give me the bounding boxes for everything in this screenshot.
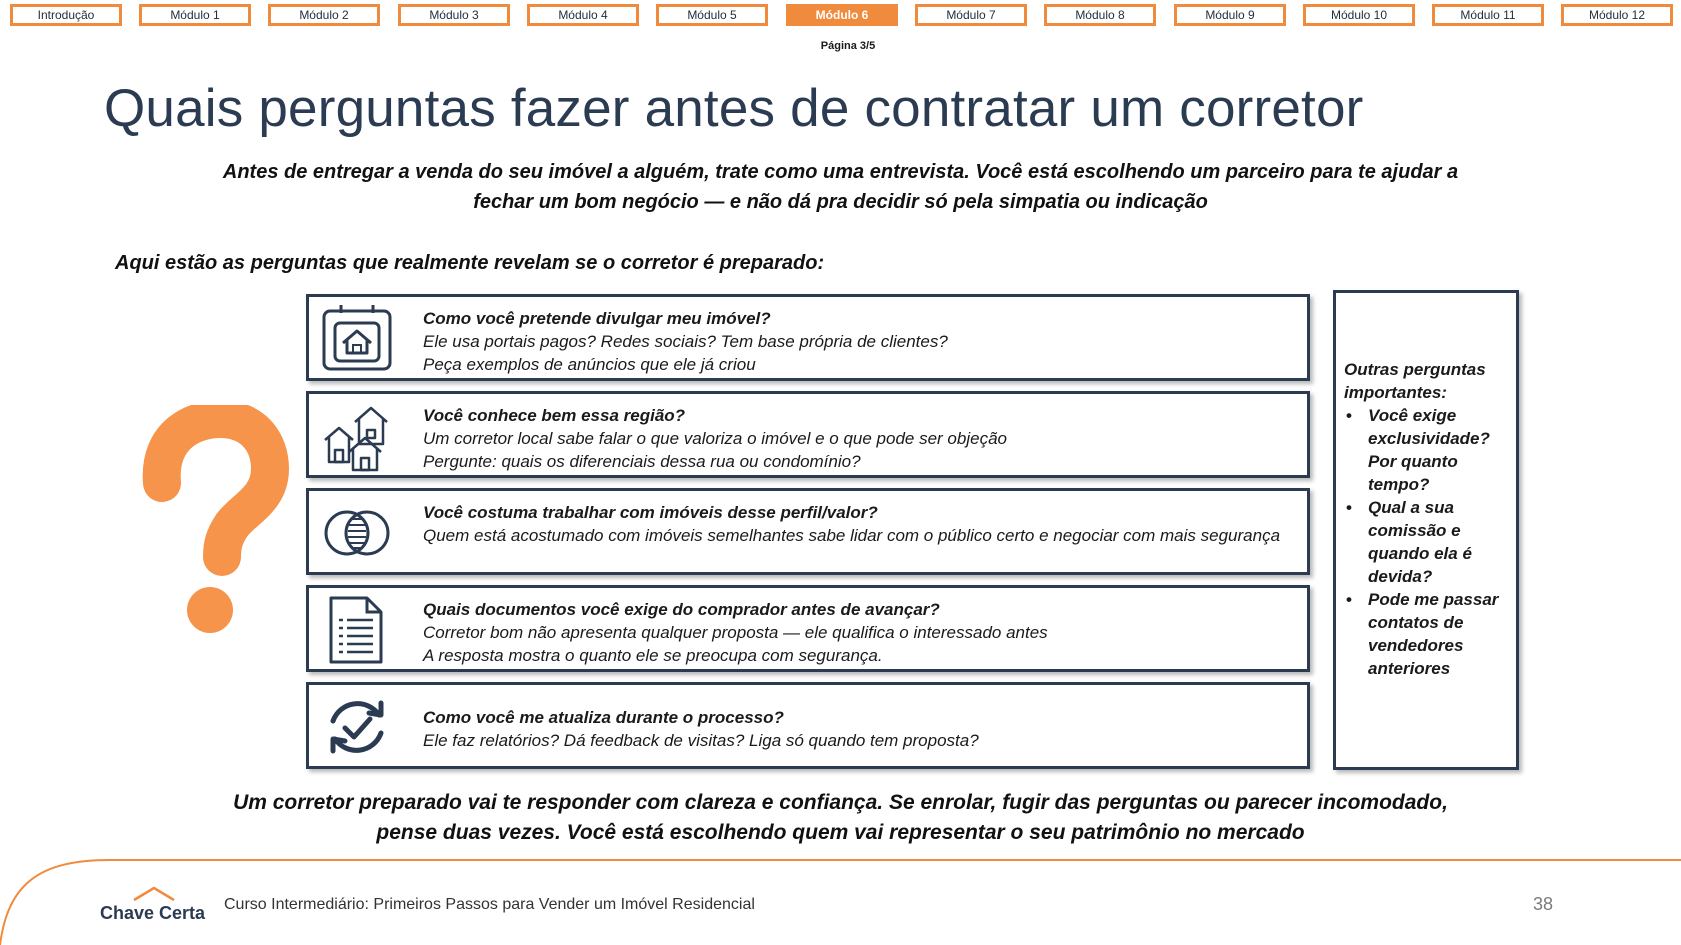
tab-modulo-8[interactable]: Módulo 8: [1044, 4, 1156, 26]
card-line: Um corretor local sabe falar o que valoriza o imóvel e o que pode ser objeção: [423, 429, 1007, 448]
card-question: Como você me atualiza durante o processo?: [423, 708, 784, 727]
intro-line-1: Antes de entregar a venda do seu imóvel a alguém, trate como uma entrevista. Você está escolhendo um parceiro para te ajudar a: [222, 161, 1459, 183]
house-sign-icon: [321, 303, 393, 375]
card-line: A resposta mostra o quanto ele se preocupa com segurança.: [423, 646, 883, 665]
question-mark-icon: [140, 405, 290, 645]
question-card-3: [306, 488, 1310, 575]
closing-text: [100, 788, 1581, 848]
card-5-text: [423, 706, 1293, 752]
list-item: • Qual a sua comissão e quando ela é devida?: [1346, 498, 1472, 586]
card-3-text: [423, 501, 1293, 547]
card-line: Peça exemplos de anúncios que ele já criou: [423, 355, 756, 374]
question-card-4: [306, 585, 1310, 672]
tab-modulo-5[interactable]: Módulo 5: [656, 4, 768, 26]
card-2-text: [423, 404, 1293, 473]
page-title: Quais perguntas fazer antes de contratar um corretor: [104, 79, 1364, 138]
card-question: Você costuma trabalhar com imóveis desse perfil/valor?: [423, 503, 878, 522]
course-title: Curso Intermediário: Primeiros Passos para Vender um Imóvel Residencial: [224, 896, 755, 913]
page-number: 38: [1533, 894, 1554, 914]
intro-line-2: fechar um bom negócio — e não dá pra decidir só pela simpatia ou indicação: [473, 191, 1208, 213]
question-card-2: [306, 391, 1310, 478]
card-line: Pergunte: quais os diferenciais dessa rua ou condomínio?: [423, 452, 861, 471]
tab-modulo-7[interactable]: Módulo 7: [915, 4, 1027, 26]
tab-modulo-2[interactable]: Módulo 2: [268, 4, 380, 26]
tab-modulo-4[interactable]: Módulo 4: [527, 4, 639, 26]
question-card-5: [306, 682, 1310, 769]
card-line: Corretor bom não apresenta qualquer proposta — ele qualifica o interessado antes: [423, 623, 1048, 642]
module-nav: [0, 2, 1681, 32]
tab-modulo-6[interactable]: Módulo 6: [786, 4, 898, 26]
venn-diagram-icon: [321, 497, 393, 569]
lead-text: Aqui estão as perguntas que realmente revelam se o corretor é preparado:: [115, 252, 825, 274]
refresh-check-icon: [321, 691, 393, 763]
brand-logo: Chave Certa: [100, 903, 206, 923]
tab-modulo-9[interactable]: Módulo 9: [1174, 4, 1286, 26]
list-item: • Você exige exclusividade? Por quanto tempo?: [1346, 406, 1490, 494]
card-question: Como você pretende divulgar meu imóvel?: [423, 309, 771, 328]
tab-introducao[interactable]: Introdução: [10, 4, 122, 26]
question-card-1: [306, 294, 1310, 381]
tab-modulo-1[interactable]: Módulo 1: [139, 4, 251, 26]
closing-line-2: pense duas vezes. Você está escolhendo quem vai representar o seu patrimônio no mercado: [376, 821, 1305, 844]
other-questions-list: [1344, 404, 1510, 680]
card-question: Quais documentos você exige do comprador antes de avançar?: [423, 600, 940, 619]
document-icon: [321, 594, 393, 666]
intro-text: [100, 157, 1581, 217]
list-item: • Pode me passar contatos de vendedores anteriores: [1346, 590, 1499, 678]
card-question: Você conhece bem essa região?: [423, 406, 686, 425]
card-1-text: [423, 307, 1293, 376]
other-questions-box: [1333, 290, 1519, 770]
card-line: Ele usa portais pagos? Redes sociais? Tem base própria de clientes?: [423, 332, 948, 351]
card-4-text: [423, 598, 1293, 667]
houses-icon: [321, 400, 393, 472]
tab-modulo-12[interactable]: Módulo 12: [1561, 4, 1673, 26]
other-questions-heading: Outras perguntas importantes:: [1344, 360, 1486, 402]
tab-modulo-11[interactable]: Módulo 11: [1432, 4, 1544, 26]
card-line: Quem está acostumado com imóveis semelhantes sabe lidar com o público certo e negociar com mais segurança: [423, 526, 1281, 545]
tab-modulo-10[interactable]: Módulo 10: [1303, 4, 1415, 26]
closing-line-1: Um corretor preparado vai te responder com clareza e confiança. Se enrolar, fugir das perguntas ou parecer incomodado,: [233, 791, 1448, 814]
page-indicator: Página 3/5: [820, 40, 876, 52]
card-line: Ele faz relatórios? Dá feedback de visitas? Liga só quando tem proposta?: [423, 731, 979, 750]
tab-modulo-3[interactable]: Módulo 3: [398, 4, 510, 26]
